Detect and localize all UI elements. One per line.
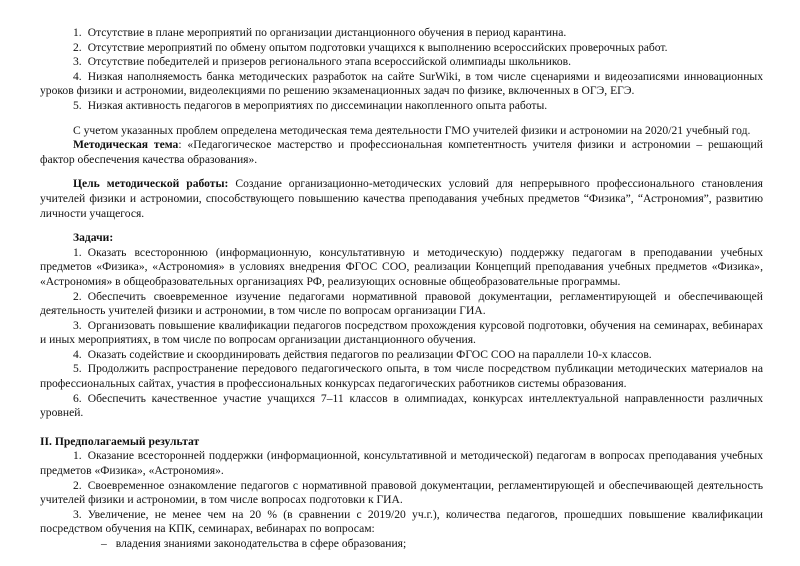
- item-number: 6.: [73, 391, 82, 405]
- item-text: Организовать повышение квалификации педагогов посредством прохождения курсовой подготовки, обучения на семинарах, вебинарах и иных мероприятиях, в том числе по вопросам организации дистанционного обучения.: [40, 318, 763, 347]
- item-number: 2.: [73, 289, 82, 303]
- goal-text: Создание организационно-методических условий для непрерывного профессионального становления учителей физики и астрономии, способствующего повышению качества преподавания учебных предметов “Физика”, “Астрономия”, развитию личности учащегося.: [40, 177, 763, 220]
- item-number: 3.: [73, 507, 82, 521]
- item-text: Своевременное ознакомление педагогов с нормативной правовой документации, регламентирующей и обеспечивающей деятельность учителей физики и астрономии, в том числе вопросах подготовки к ГИА.: [40, 478, 763, 507]
- item-text: Отсутствие в плане мероприятий по организации дистанционного обучения в период карантина.: [87, 26, 567, 39]
- item-text: Увеличение, не менее чем на 20 % (в сравнении с 2019/20 уч.г.), количества педагогов, прошедших повышение квалификации посредством обучения на КПК, семинарах, вебинарах по вопросам:: [40, 507, 763, 536]
- item-number: 1.: [73, 26, 82, 39]
- item-number: 4.: [73, 69, 82, 83]
- item-text: Низкая активность педагогов в мероприятиях по диссеминации накопленного опыта работы.: [87, 98, 548, 112]
- item-text: Отсутствие победителей и призеров регионального этапа всероссийской олимпиады школьников.: [87, 55, 572, 69]
- tasks-item-4: [40, 348, 763, 363]
- tasks-item-3: [40, 319, 763, 348]
- problems-item-3: [40, 55, 763, 70]
- results-item-2: [40, 479, 763, 508]
- item-number: 3.: [73, 55, 82, 69]
- results-bullet-1: [40, 537, 763, 552]
- item-number: 5.: [73, 362, 82, 376]
- item-text: Обеспечить качественное участие учащихся 7–11 классов в олимпиадах, конкурсах интеллектуальной направленности различных уровней.: [40, 391, 763, 420]
- item-number: 3.: [73, 318, 82, 332]
- tasks-heading: Задачи:: [73, 231, 114, 245]
- item-text: Отсутствие мероприятий по обмену опытом подготовки учащихся к выполнению всероссийских проверочных работ.: [87, 40, 668, 54]
- bullet-text: владения знаниями законодательства в сфере образования;: [115, 537, 407, 550]
- item-text: Оказание всесторонней поддержки (информационной, консультативной и методической) педагогам в вопросах преподавания учебных предметов «Физика», «Астрономия».: [40, 449, 763, 478]
- item-text: Оказать содействие и скоординировать действия педагогов по реализации ФГОС СОО на параллели 10-х классов.: [87, 347, 652, 361]
- item-number: 5.: [73, 98, 82, 112]
- item-number: 1.: [73, 245, 82, 259]
- item-number: 4.: [73, 347, 82, 361]
- item-text: Продолжить распространение передового педагогического опыта, в том числе посредством публикации методических материалов на профессиональных сайтах, участия в профессиональных конкурсах педагогических работников системы образования.: [40, 362, 763, 391]
- item-text: Оказать всестороннюю (информационную, консультативную и методическую) поддержку педагогам в преподавании учебных предметов «Физика», «Астрономия» в условиях внедрения ФГОС СОО, реализации Концепций преподавания учебных предметов «Физика», «Астрономия» в общеобразовательных организациях РФ, реализующих основные общеобразовательные программы.: [40, 245, 763, 288]
- tasks-item-6: [40, 392, 763, 421]
- goal-paragraph: [40, 177, 763, 221]
- problems-item-1: [40, 26, 763, 41]
- method-theme-paragraph: [40, 138, 763, 167]
- tasks-item-5: [40, 362, 763, 391]
- item-number: 1.: [73, 449, 82, 463]
- item-number: 2.: [73, 40, 82, 54]
- problems-item-5: [40, 99, 763, 114]
- tasks-item-1: [40, 246, 763, 290]
- tasks-item-2: [40, 290, 763, 319]
- method-theme-text: : «Педагогическое мастерство и профессиональная компетентность учителя физики и астрономии – решающий фактор обеспечения качества образования».: [40, 138, 764, 166]
- item-number: 2.: [73, 478, 82, 492]
- problems-item-4: [40, 70, 763, 99]
- method-theme-lead: Методическая тема: [73, 138, 179, 152]
- dash-marker: –: [101, 537, 107, 550]
- results-heading: II. Предполагаемый результат: [40, 434, 200, 448]
- item-text: Низкая наполняемость банка методических разработок на сайте SurWiki, в том числе сценариями и видеозаписями инновационных уроков физики и астрономии, видеолекциями по решению экзаменационных задач по физике, включенных в ОГЭ, ЕГЭ.: [40, 69, 763, 98]
- goal-lead: Цель методической работы:: [73, 177, 229, 191]
- item-text: Обеспечить своевременное изучение педагогами нормативной правовой документации, регламентирующей и обеспечивающей деятельность учителей физики и астрономии, в том числе по вопросам организации ГИА.: [40, 289, 763, 318]
- results-item-3: [40, 508, 763, 537]
- results-item-1: [40, 449, 763, 478]
- intro-paragraph: С учетом указанных проблем определена методическая тема деятельности ГМО учителей физики и астрономии на 2020/21 учебный год.: [73, 123, 751, 137]
- problems-item-2: [40, 41, 763, 56]
